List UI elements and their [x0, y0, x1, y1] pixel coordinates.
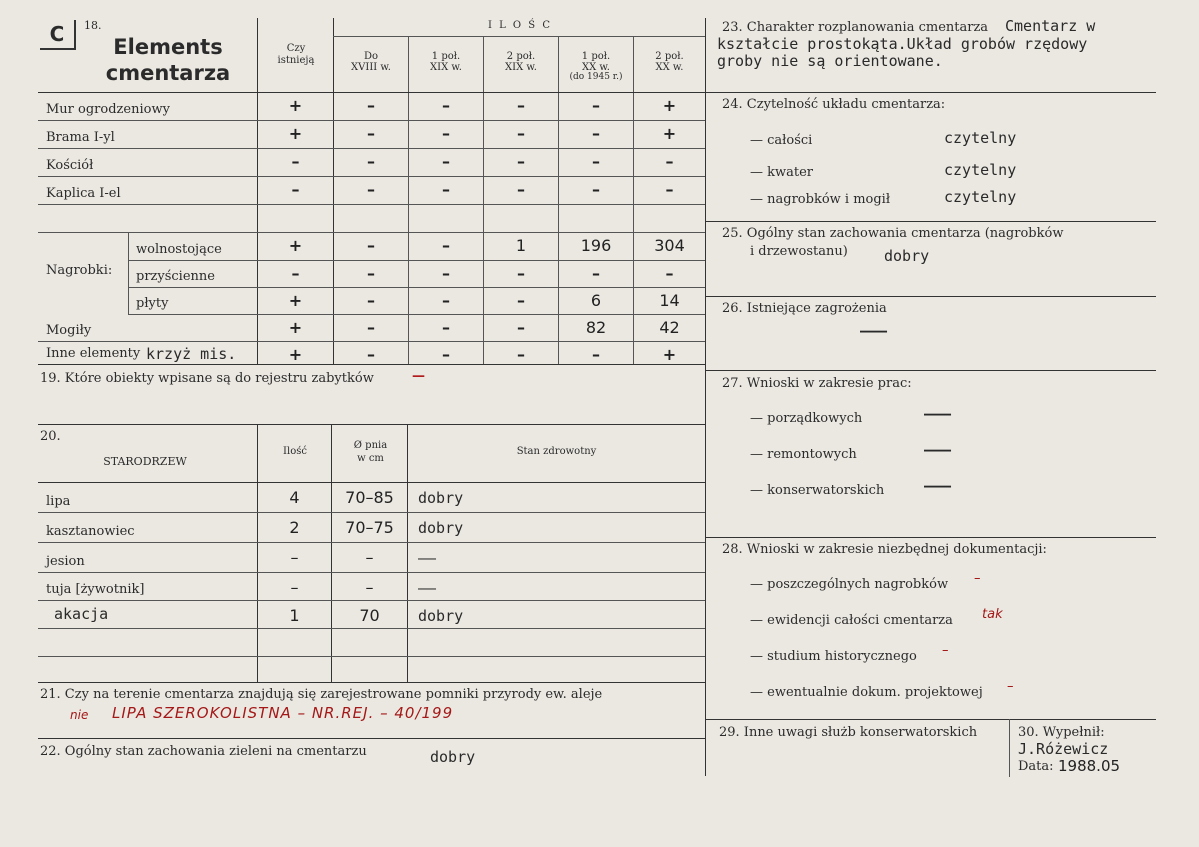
element-value: –	[665, 180, 674, 199]
element-value: +	[288, 236, 303, 255]
period-header-line2: XIX w.	[430, 62, 462, 73]
tree-state: dobry	[418, 519, 464, 537]
element-value: –	[592, 264, 600, 283]
q27-label: 27. Wnioski w zakresie prac:	[722, 376, 912, 391]
q28-item-value: –	[974, 571, 981, 586]
q19-label: 19. Które obiekty wpisane są do rejestru zabytków	[40, 371, 374, 386]
rule	[38, 600, 705, 601]
element-value: +	[288, 124, 303, 143]
element-value: +	[288, 345, 303, 364]
element-value: –	[442, 124, 450, 143]
period-header-line2: XIX w.	[505, 62, 537, 73]
tree-diameter: 70–75	[345, 518, 394, 537]
q24-label: 24. Czytelność układu cmentarza:	[722, 97, 946, 112]
q24-item-value: czytelny	[944, 161, 1017, 179]
section-number: 18.	[84, 19, 102, 32]
element-value: –	[442, 180, 450, 199]
period-header-line1: 1 poł.	[581, 51, 611, 62]
q30-date: 1988.05	[1058, 757, 1121, 775]
rule	[38, 120, 705, 121]
elements-title-line2: cmentarza	[105, 61, 231, 85]
q27-item-value: –––	[924, 441, 952, 459]
q30-date-label: Data:	[1018, 759, 1054, 774]
q27-item-value: –––	[924, 405, 952, 423]
tree-count: 1	[289, 606, 300, 625]
element-value: +	[662, 96, 677, 115]
period-header-line1: 2 poł.	[655, 51, 684, 62]
q24-item-label: — kwater	[750, 165, 814, 180]
element-value: –	[442, 96, 450, 115]
element-value: –	[367, 180, 375, 199]
q29-label: 29. Inne uwagi służb konserwatorskich	[719, 725, 978, 740]
element-value: –	[291, 264, 300, 283]
rule	[38, 92, 705, 93]
q27-item-label: — porządkowych	[750, 411, 863, 426]
col-czy-2: istnieją	[277, 55, 315, 66]
rule	[38, 542, 705, 543]
element-value: –	[291, 152, 300, 171]
q25-label-2: i drzewostanu)	[750, 244, 848, 259]
element-value: 196	[580, 236, 612, 255]
starodrzew-col-state: Stan zdrowotny	[516, 446, 597, 457]
starodrzew-title: STARODRZEW	[103, 455, 187, 468]
element-value: 82	[585, 318, 607, 337]
rule	[1009, 719, 1010, 777]
tree-name: akacja	[54, 605, 109, 623]
q23-line1: Cmentarz w	[1005, 17, 1096, 35]
element-value: +	[288, 291, 303, 310]
tree-diameter: –	[365, 578, 374, 597]
q21-label: 21. Czy na terenie cmentarza znajdują się zarejestrowane pomniki przyrody ew. aleje	[40, 687, 603, 702]
element-value: –	[517, 291, 525, 310]
period-header-line2: XX w.	[655, 62, 684, 73]
q30-name: J.Różewicz	[1018, 740, 1109, 758]
element-value: –	[367, 96, 375, 115]
q28-item-label: — ewentualnie dokum. projektowej	[750, 685, 983, 700]
element-row-label: płyty	[136, 296, 169, 311]
q24-item-label: — całości	[750, 133, 813, 148]
q20-number: 20.	[40, 429, 61, 444]
period-header-line2: XX w.	[582, 62, 610, 73]
q28-item-label: — ewidencji całości cmentarza	[750, 613, 953, 628]
element-value: –	[517, 180, 525, 199]
element-value: –	[665, 264, 674, 283]
q25-value: dobry	[884, 247, 930, 265]
col-czy-1: Czy	[286, 43, 306, 54]
q28-item-value: tak	[982, 607, 1003, 622]
tree-diameter: –	[365, 548, 374, 567]
element-row-label: wolnostojące	[136, 242, 222, 257]
q27-item-value: –––	[924, 477, 952, 495]
q21-answer: LIPA SZEROKOLISTNA – NR.REJ. – 40/199	[112, 704, 454, 722]
element-row-label: Mur ogrodzeniowy	[46, 102, 170, 117]
q28-item-label: — studium historycznego	[750, 649, 917, 664]
element-value: –	[442, 152, 450, 171]
element-value: –	[665, 152, 674, 171]
element-value: 14	[659, 291, 680, 310]
element-value: +	[288, 96, 303, 115]
rule	[705, 296, 1156, 297]
rule	[38, 424, 705, 425]
starodrzew-col-diam-1: Ø pnia	[353, 440, 388, 451]
rule	[38, 656, 705, 657]
element-value: –	[367, 264, 375, 283]
tree-count: –	[290, 548, 299, 567]
element-value: +	[662, 124, 677, 143]
section-letter: C	[40, 20, 76, 50]
q23-label: 23. Charakter rozplanowania cmentarza	[722, 20, 989, 35]
element-value: –	[367, 124, 375, 143]
tree-name: jesion	[46, 554, 85, 569]
element-value: –	[442, 236, 450, 255]
element-value: –	[517, 264, 525, 283]
period-header-line1: Do	[363, 51, 379, 62]
rule	[705, 537, 1156, 538]
starodrzew-col-count: Ilość	[283, 446, 307, 457]
element-value: –	[592, 124, 600, 143]
rule	[705, 18, 706, 776]
rule	[38, 204, 705, 205]
element-value: –	[291, 180, 300, 199]
q27-item-label: — konserwatorskich	[750, 483, 885, 498]
tree-name: kasztanowiec	[46, 524, 135, 539]
element-value: 6	[590, 291, 602, 310]
element-row-label: Inne elementy	[46, 346, 141, 361]
rule	[705, 92, 1156, 93]
tree-name: tuja [żywotnik]	[46, 582, 145, 597]
q24-item-value: czytelny	[944, 188, 1017, 206]
tree-state: dobry	[418, 607, 464, 625]
element-value: –	[517, 318, 525, 337]
rule	[38, 572, 705, 573]
period-header-line1: 1 poł.	[431, 51, 461, 62]
rule	[128, 314, 705, 315]
q26-label: 26. Istniejące zagrożenia	[722, 301, 887, 316]
element-value: +	[288, 318, 303, 337]
rule	[38, 341, 705, 342]
tree-count: 2	[289, 518, 300, 537]
element-row-label: Brama I-yl	[46, 130, 115, 145]
element-value: –	[517, 96, 525, 115]
q22-label: 22. Ogólny stan zachowania zieleni na cmentarzu	[40, 744, 367, 759]
element-value: –	[592, 345, 600, 364]
tree-state: ––	[418, 549, 437, 567]
element-row-label: przyścienne	[136, 269, 215, 284]
element-value: 42	[659, 318, 680, 337]
rule	[128, 232, 129, 314]
element-value: –	[367, 152, 375, 171]
ilosc-header: I L O Ś C	[487, 20, 552, 31]
element-value: –	[442, 345, 450, 364]
q22-answer: dobry	[430, 748, 476, 766]
rule	[38, 682, 705, 683]
q24-item-value: czytelny	[944, 129, 1017, 147]
q30-label: 30. Wypełnił:	[1018, 725, 1105, 740]
inne-elementy-typed: krzyż mis.	[146, 345, 237, 363]
element-value: –	[517, 124, 525, 143]
period-header-line3: (do 1945 r.)	[569, 72, 623, 82]
q23-line3: groby nie są orientowane.	[717, 52, 943, 70]
starodrzew-col-diam-2: w cm	[357, 453, 384, 464]
element-value: –	[517, 345, 525, 364]
element-value: –	[442, 264, 450, 283]
q23-line2: kształcie prostokąta.Układ grobów rzędowy	[717, 35, 1088, 53]
element-value: 304	[654, 236, 685, 255]
element-row-label: Kościół	[46, 158, 94, 173]
tree-name: lipa	[46, 494, 71, 509]
rule	[407, 424, 408, 682]
elements-title-line1: Elements	[113, 35, 223, 59]
rule	[38, 364, 705, 365]
rule	[38, 512, 705, 513]
element-row-label: Mogiły	[46, 323, 92, 338]
q28-label: 28. Wnioski w zakresie niezbędnej dokumentacji:	[722, 542, 1047, 557]
rule	[128, 260, 705, 261]
q19-answer: —	[412, 369, 425, 384]
q28-item-value: –	[1007, 679, 1014, 694]
rule	[705, 221, 1156, 222]
rule	[38, 148, 705, 149]
element-value: –	[367, 291, 375, 310]
q27-item-label: — remontowych	[750, 447, 857, 462]
rule	[38, 738, 705, 739]
rule	[38, 232, 705, 233]
rule	[333, 36, 705, 37]
rule	[705, 719, 1156, 720]
tree-diameter: 70–85	[345, 488, 394, 507]
tree-count: –	[290, 578, 299, 597]
element-value: 1	[515, 236, 527, 255]
element-value: –	[592, 96, 600, 115]
element-value: –	[442, 318, 450, 337]
period-header-line2: XVIII w.	[351, 62, 391, 73]
rule	[38, 482, 705, 483]
q26-value: –––	[860, 322, 888, 340]
tree-diameter: 70	[359, 606, 380, 625]
tree-state: ––	[418, 579, 437, 597]
element-value: –	[367, 345, 375, 364]
q21-prefix: nie	[70, 708, 89, 722]
element-value: –	[367, 318, 375, 337]
period-header-line1: 2 poł.	[506, 51, 536, 62]
element-value: +	[662, 345, 677, 364]
element-value: –	[517, 152, 525, 171]
element-value: –	[442, 291, 450, 310]
rule	[705, 370, 1156, 371]
tree-state: dobry	[418, 489, 464, 507]
element-value: –	[592, 152, 600, 171]
q24-item-label: — nagrobków i mogił	[750, 192, 891, 207]
q28-item-label: — poszczególnych nagrobków	[750, 577, 949, 592]
element-value: –	[367, 236, 375, 255]
tree-count: 4	[289, 488, 300, 507]
q28-item-value: –	[942, 643, 949, 658]
q25-label-1: 25. Ogólny stan zachowania cmentarza (nagrobków	[722, 226, 1064, 241]
rule	[38, 628, 705, 629]
nagrobki-label: Nagrobki:	[46, 263, 113, 278]
rule	[128, 287, 705, 288]
element-row-label: Kaplica I-el	[46, 186, 121, 201]
rule	[38, 176, 705, 177]
element-value: –	[592, 180, 600, 199]
